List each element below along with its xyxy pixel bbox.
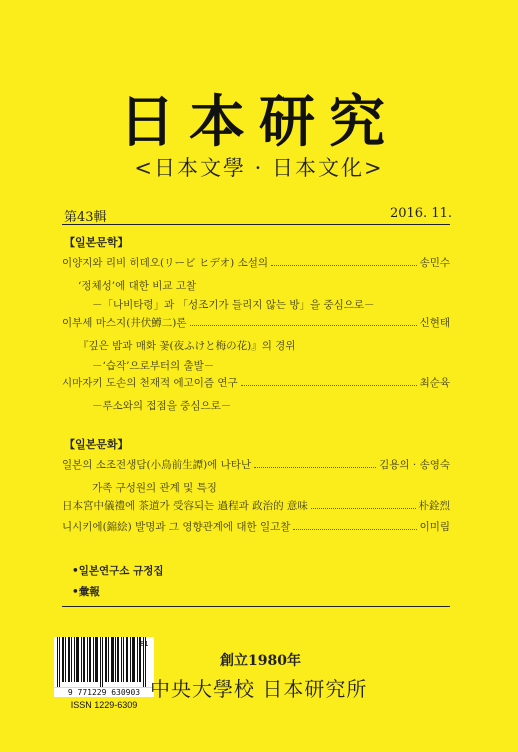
barcode-digits: 9 771229 630903: [54, 688, 154, 697]
leader-dots: [241, 385, 417, 386]
journal-title: 日本研究: [119, 89, 399, 155]
toc-entry-title: 시마자키 도손의 천재적 에고이즘 연구: [62, 377, 238, 389]
toc-entry-title: 이부세 마스지(井伏鱒二)론: [62, 317, 187, 329]
toc-entry-subtitle: ‘정체성’에 대한 비교 고찰: [78, 280, 197, 292]
toc-entry-author: 최순육: [419, 377, 450, 389]
top-divider: [62, 224, 450, 225]
toc-entry-title: 日本宮中儀禮에 茶道가 受容되는 過程과 政治的 意味: [62, 500, 308, 512]
toc-entry-author: 김용의 · 송영숙: [379, 459, 450, 471]
issn: ISSN 1229-6309: [70, 700, 138, 710]
toc-entry-author: 신현태: [419, 317, 450, 329]
toc-entry-subtitle: －루소와의 접점을 중심으로－: [92, 400, 232, 412]
toc-entry-subtitle: 가족 구성원의 관계 및 특징: [92, 482, 217, 494]
toc-entry-title: 니시키에(錦絵) 발명과 그 영향관계에 대한 일고찰: [62, 521, 291, 533]
leader-dots: [190, 325, 417, 326]
toc-entry-author: 이미림: [419, 521, 450, 533]
issue-number: 第43輯: [64, 210, 107, 225]
misc-item-regulations[interactable]: •일본연구소 규정집: [72, 565, 164, 577]
toc-entry-subtitle: 『깊은 밤과 매화 꽃(夜ふけと梅の花)』의 경위: [78, 340, 296, 352]
toc-entry-author: 朴銓烈: [418, 500, 450, 512]
toc-entry-title: 일본의 소조전생담(小鳥前生譚)에 나타난: [62, 459, 252, 471]
leader-dots: [271, 265, 417, 266]
toc-entry[interactable]: [62, 518, 450, 534]
barcode: [54, 637, 154, 687]
established-year: 創立1980年: [220, 653, 301, 669]
misc-item-news[interactable]: •彙報: [72, 586, 100, 598]
barcode-bars-icon: [54, 637, 154, 687]
section-heading-literature: 【일본문학】: [64, 236, 129, 249]
toc-entry[interactable]: [62, 497, 450, 513]
leader-dots: [254, 467, 376, 468]
issue-date: 2016. 11.: [389, 206, 452, 221]
toc-entry-title: 이양지와 리비 히데오(リービ ヒデオ) 소설의: [62, 257, 269, 269]
barcode-addon: 81: [140, 640, 149, 648]
toc-entry-author: 송민수: [419, 257, 450, 269]
toc-entry[interactable]: [62, 374, 450, 390]
section-heading-culture: 【일본문화】: [64, 438, 129, 451]
journal-subtitle: <日本文學 · 日本文化>: [134, 156, 384, 180]
toc-entry-subtitle: －‘습작’으로부터의 출발－: [92, 360, 215, 372]
toc-entry-subtitle: －「나비타령」과 「성조기가 들리지 않는 방」을 중심으로－: [92, 299, 375, 311]
publisher-name: 中央大學校 日本研究所: [150, 677, 368, 701]
leader-dots: [311, 508, 416, 509]
toc-entry[interactable]: [62, 314, 450, 330]
toc-entry[interactable]: [62, 456, 450, 472]
leader-dots: [293, 529, 416, 530]
toc-entry[interactable]: [62, 254, 450, 270]
bottom-divider: [62, 606, 450, 607]
